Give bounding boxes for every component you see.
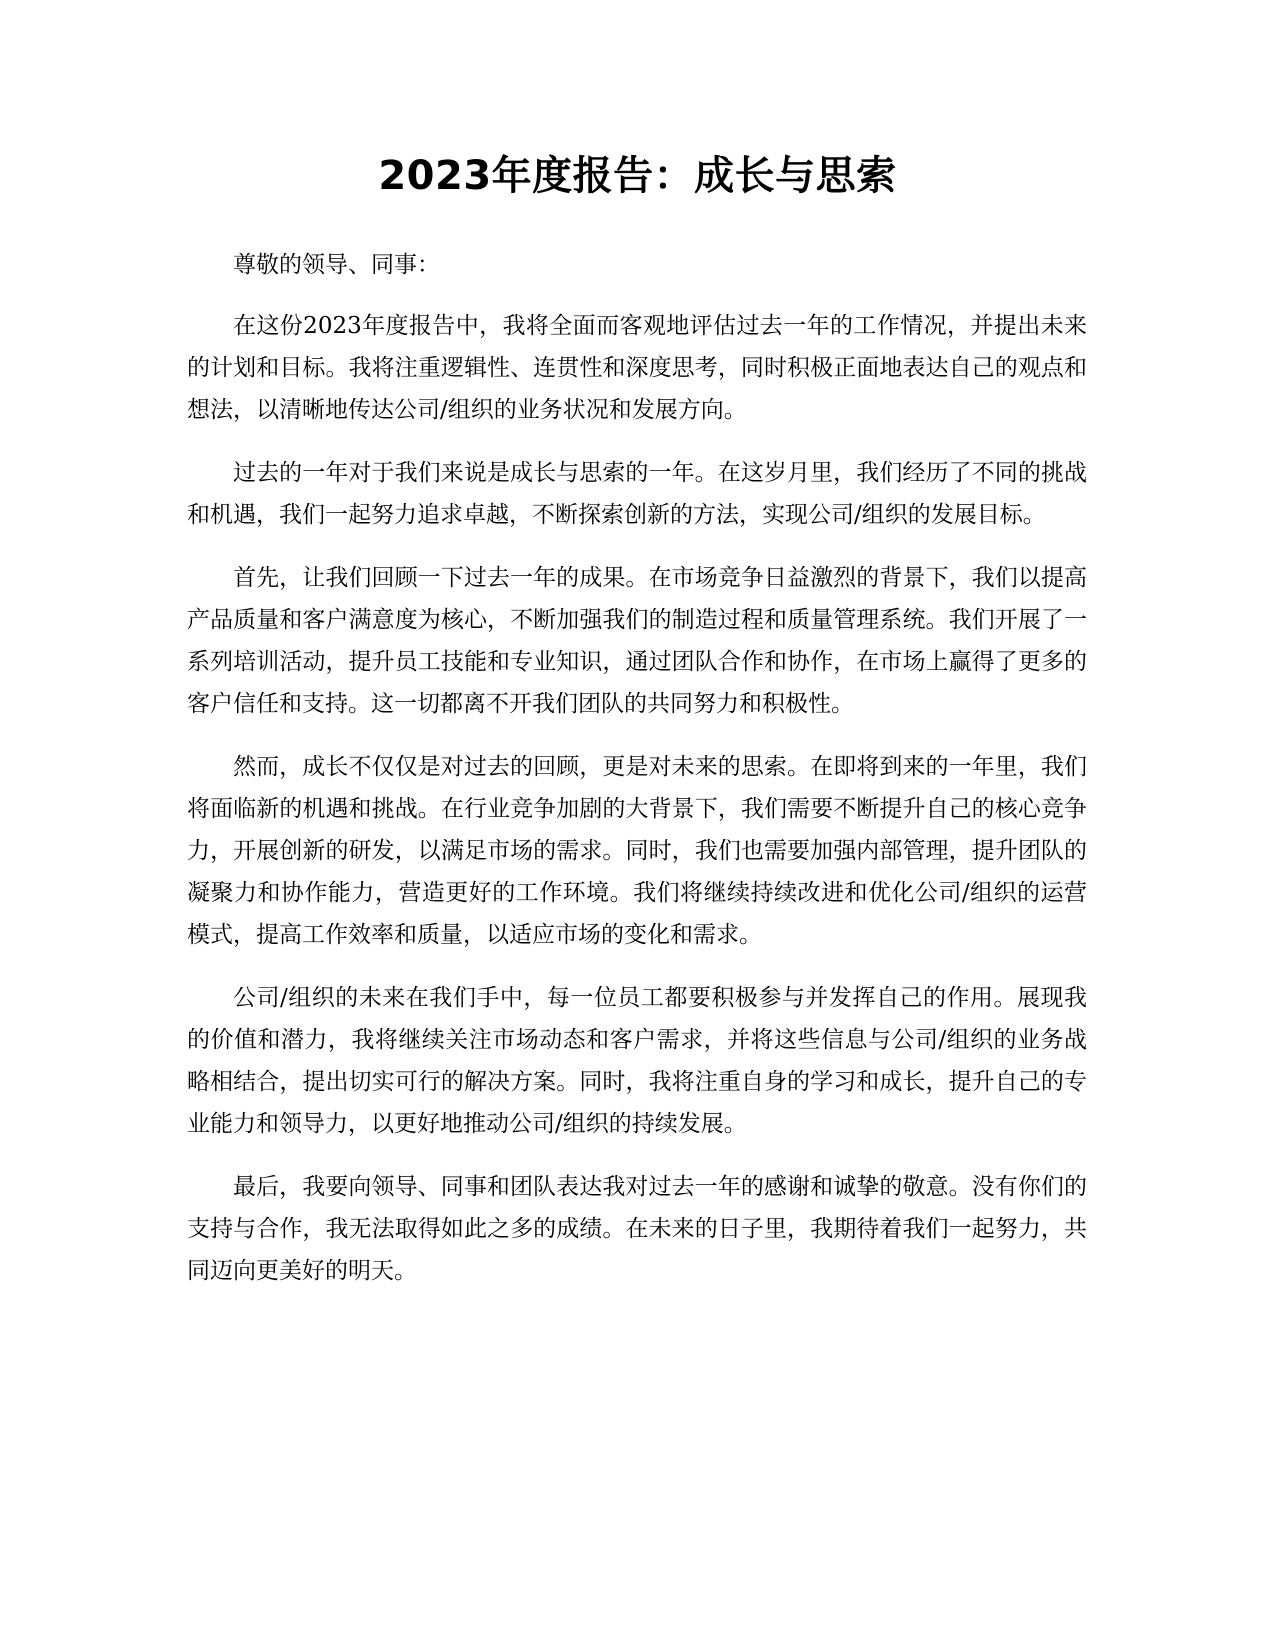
paragraph-closing: 最后，我要向领导、同事和团队表达我对过去一年的感谢和诚挚的敬意。没有你们的支持与合作，我无法取得如此之多的成绩。在未来的日子里，我期待着我们一起努力，共同迈向更美好的明天。	[187, 1174, 1087, 1284]
paragraph-past-year: 过去的一年对于我们来说是成长与思索的一年。在这岁月里，我们经历了不同的挑战和机遇，我们一起努力追求卓越，不断探索创新的方法，实现公司/组织的发展目标。	[187, 460, 1087, 528]
paragraph-achievements: 首先，让我们回顾一下过去一年的成果。在市场竞争日益激烈的背景下，我们以提高产品质量和客户满意度为核心，不断加强我们的制造过程和质量管理系统。我们开展了一系列培训活动，提升员工技能和专业知识，通过团队合作和协作，在市场上赢得了更多的客户信任和支持。这一切都离不开我们团队的共同努力和积极性。	[187, 565, 1087, 717]
paragraph-personal-role: 公司/组织的未来在我们手中，每一位员工都要积极参与并发挥自己的作用。展现我的价值和潜力，我将继续关注市场动态和客户需求，并将这些信息与公司/组织的业务战略相结合，提出切实可行的解决方案。同时，我将注重自身的学习和成长，提升自己的专业能力和领导力，以更好地推动公司/组织的持续发展。	[187, 985, 1087, 1137]
paragraph-intro: 在这份2023年度报告中，我将全面而客观地评估过去一年的工作情况，并提出未来的计划和目标。我将注重逻辑性、连贯性和深度思考，同时积极正面地表达自己的观点和想法，以清晰地传达公司/组织的业务状况和发展方向。	[187, 313, 1087, 423]
paragraph-future-thinking: 然而，成长不仅仅是对过去的回顾，更是对未来的思索。在即将到来的一年里，我们将面临新的机遇和挑战。在行业竞争加剧的大背景下，我们需要不断提升自己的核心竞争力，开展创新的研发，以满足市场的需求。同时，我们也需要加强内部管理，提升团队的凝聚力和协作能力，营造更好的工作环境。我们将继续持续改进和优化公司/组织的运营模式，提高工作效率和质量，以适应市场的变化和需求。	[187, 754, 1087, 948]
salutation: 尊敬的领导、同事：	[233, 252, 440, 278]
page-title: 2023年度报告：成长与思索	[378, 153, 897, 199]
document-body	[187, 244, 1087, 1313]
